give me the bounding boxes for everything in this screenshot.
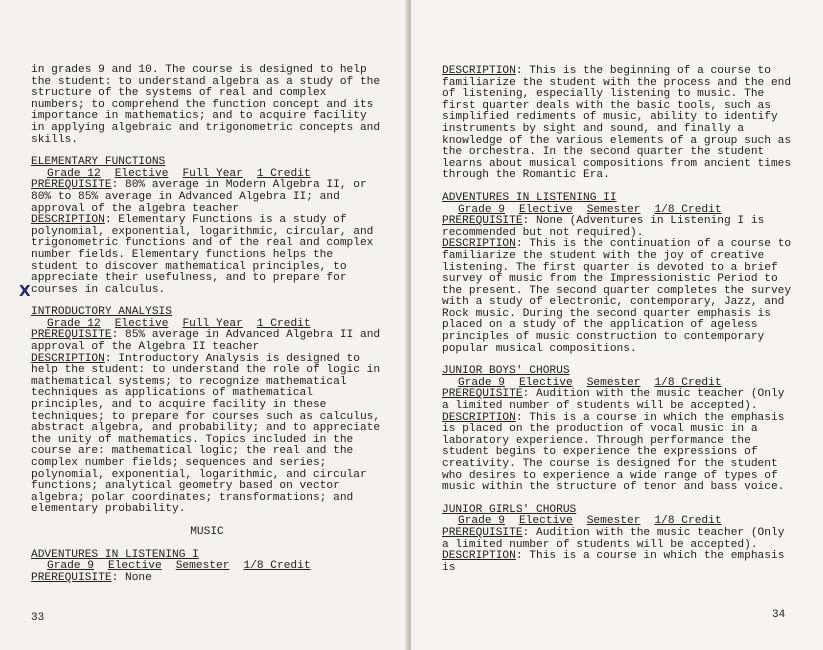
course-prerequisite	[31, 573, 383, 585]
course-description	[31, 215, 383, 296]
desc-text: : This is the continuation of a course to familiarize the student with the joy of creative listening. The first quarter is devoted to a brief survey of music from the Impressionistic Period to the present. The second quarter completes the survey with a study of electronic, contemporary, Jazz, and Rock music. During the second quarter emphasis is placed on a study of the application of ageless principles of music construction to contemporary popular musical compositions.	[442, 238, 792, 355]
prereq-label: PREREQUISITE	[442, 526, 523, 539]
right-page	[411, 0, 823, 650]
course-credit: 1/8 Credit	[654, 376, 722, 389]
desc-label: DESCRIPTION	[442, 411, 516, 424]
page-number-right: 34	[772, 609, 786, 621]
course-type: Elective	[114, 167, 169, 180]
prereq-label: PREREQUISITE	[31, 329, 112, 342]
course-type: Elective	[108, 560, 162, 573]
desc-text: : Introductory Analysis is designed to help the student: to understand the role of logic in mathematical systems; to recognize mathematical techniques as applications of mathematical principles, and to acquire facility in these techniques; to prepare for courses such as calculus, abstract algebra, and probability; and to appreciate the unity of mathematics. Topics included in the course are: mathematical logic; the real and the complex number fields; sequences and series; polynomial, exponential, logarithmic, and circular functions; analytical geometry based on vector algebra; polar coordinates; transformations; and elementary probability.	[31, 352, 381, 516]
right-column	[442, 66, 794, 585]
desc-text: : This is a course in which the emphasis is	[442, 550, 785, 574]
course-term: Full Year	[182, 317, 243, 330]
course-grade: Grade 12	[47, 167, 101, 180]
left-column	[31, 65, 383, 595]
course-description	[442, 413, 794, 494]
desc-label: DESCRIPTION	[442, 238, 516, 251]
course-term: Semester	[175, 560, 230, 573]
desc-label: DESCRIPTION	[31, 214, 105, 227]
course-prerequisite	[442, 216, 794, 239]
course-grade: Grade 9	[47, 560, 94, 573]
course-title: INTRODUCTORY ANALYSIS	[31, 306, 172, 319]
prereq-label: PREREQUISITE	[442, 215, 523, 228]
page-number-left: 33	[31, 612, 45, 624]
course-prerequisite	[31, 330, 383, 353]
course-title: ELEMENTARY FUNCTIONS	[31, 156, 166, 169]
course-credit: 1/8 Credit	[654, 515, 722, 528]
prereq-text: : 85% average in Advanced Algebra II and approval of the Algebra II teacher	[31, 329, 381, 354]
course-junior-boys-chorus	[442, 366, 794, 494]
course-credit: 1/8 Credit	[243, 560, 311, 573]
desc-text: : This is a course in which the emphasis is placed on the production of vocal music in a laboratory experience. Through performance the student begins to experience the expressions of creativity. The course is designed for the student who desires to experience a wide range of types of music within the structure of tenor and bass voice.	[442, 411, 785, 494]
course-prerequisite	[442, 528, 794, 551]
course-grade: Grade 9	[458, 203, 505, 216]
course-grade: Grade 9	[458, 376, 505, 389]
course-title: ADVENTURES IN LISTENING II	[442, 191, 617, 204]
course-type: Elective	[519, 515, 573, 528]
left-page	[0, 0, 409, 650]
prereq-label: PREREQUISITE	[31, 571, 112, 584]
course-grade: Grade 9	[458, 515, 505, 528]
desc-label: DESCRIPTION	[31, 352, 105, 365]
course-adventures-listening-2	[442, 193, 794, 355]
course-term: Semester	[586, 376, 641, 389]
continued-description	[442, 66, 794, 182]
desc-label: DESCRIPTION	[442, 65, 516, 77]
course-title: JUNIOR BOYS' CHORUS	[442, 365, 570, 378]
course-description	[442, 551, 794, 574]
prereq-text: : Audition with the music teacher (Only a limited number of students will be accepted).	[442, 526, 785, 551]
prereq-text: : 80% average in Modern Algebra II, or 80% to 85% average in Advanced Algebra II; and approval of the algebra teacher	[31, 179, 367, 215]
course-prerequisite	[31, 180, 383, 215]
course-term: Semester	[586, 515, 641, 528]
course-credit: 1 Credit	[256, 167, 311, 180]
course-description	[31, 354, 383, 516]
course-title: JUNIOR GIRLS' CHORUS	[442, 503, 577, 516]
course-type: Elective	[519, 203, 573, 216]
prereq-text: : Audition with the music teacher (Only a limited number of students will be accepted).	[442, 388, 785, 413]
course-introductory-analysis	[31, 307, 383, 516]
course-adventures-listening-1	[31, 550, 383, 585]
course-grade: Grade 12	[47, 317, 101, 330]
prereq-text: : None (Adventures in Listening I is recommended but not required).	[442, 215, 765, 239]
course-term: Full Year	[182, 167, 243, 180]
course-credit: 1/8 Credit	[654, 203, 722, 216]
desc-label: DESCRIPTION	[442, 550, 516, 563]
section-heading-music: MUSIC	[190, 525, 224, 538]
course-prerequisite	[442, 389, 794, 412]
course-term: Semester	[586, 203, 641, 216]
prereq-text: : None	[111, 571, 152, 584]
course-type: Elective	[114, 317, 169, 330]
desc-text: : This is the beginning of a course to familiarize the student with the process and the end of listening, especially listening to music. The first quarter deals with the basic tools, such as simplified rediments of music, ability to identify instruments by sight and sound, and finally a knowledge of the various elements of a group such as the orchestra. In the second quarter the student learns about musical compositions from ancient times through the Romantic Era.	[442, 65, 792, 182]
course-description	[442, 239, 794, 355]
prereq-label: PREREQUISITE	[442, 388, 523, 401]
course-type: Elective	[519, 376, 573, 389]
course-elementary-functions	[31, 157, 383, 296]
handwritten-x-mark: X	[19, 282, 31, 300]
desc-text: : Elementary Functions is a study of polynomial, exponential, logarithmic, circular, and trigonometric functions and of the real and complex number fields. Elementary functions helps the student to discover mathematical principles, to appreciate their usefulness, and to prepare for courses in calculus.	[31, 214, 374, 296]
course-junior-girls-chorus	[442, 505, 794, 575]
course-credit: 1 Credit	[256, 317, 311, 330]
prereq-label: PREREQUISITE	[31, 179, 112, 192]
course-title: ADVENTURES IN LISTENING I	[31, 548, 199, 561]
intro-paragraph: in grades 9 and 10. The course is designed to help the student: to understand algebra as a study of the structure of the systems of real and complex numbers; to comprehend the function concept and its importance in mathematics; and to acquire facility in applying algebraic and trigonometric concepts and skills.	[31, 64, 381, 146]
